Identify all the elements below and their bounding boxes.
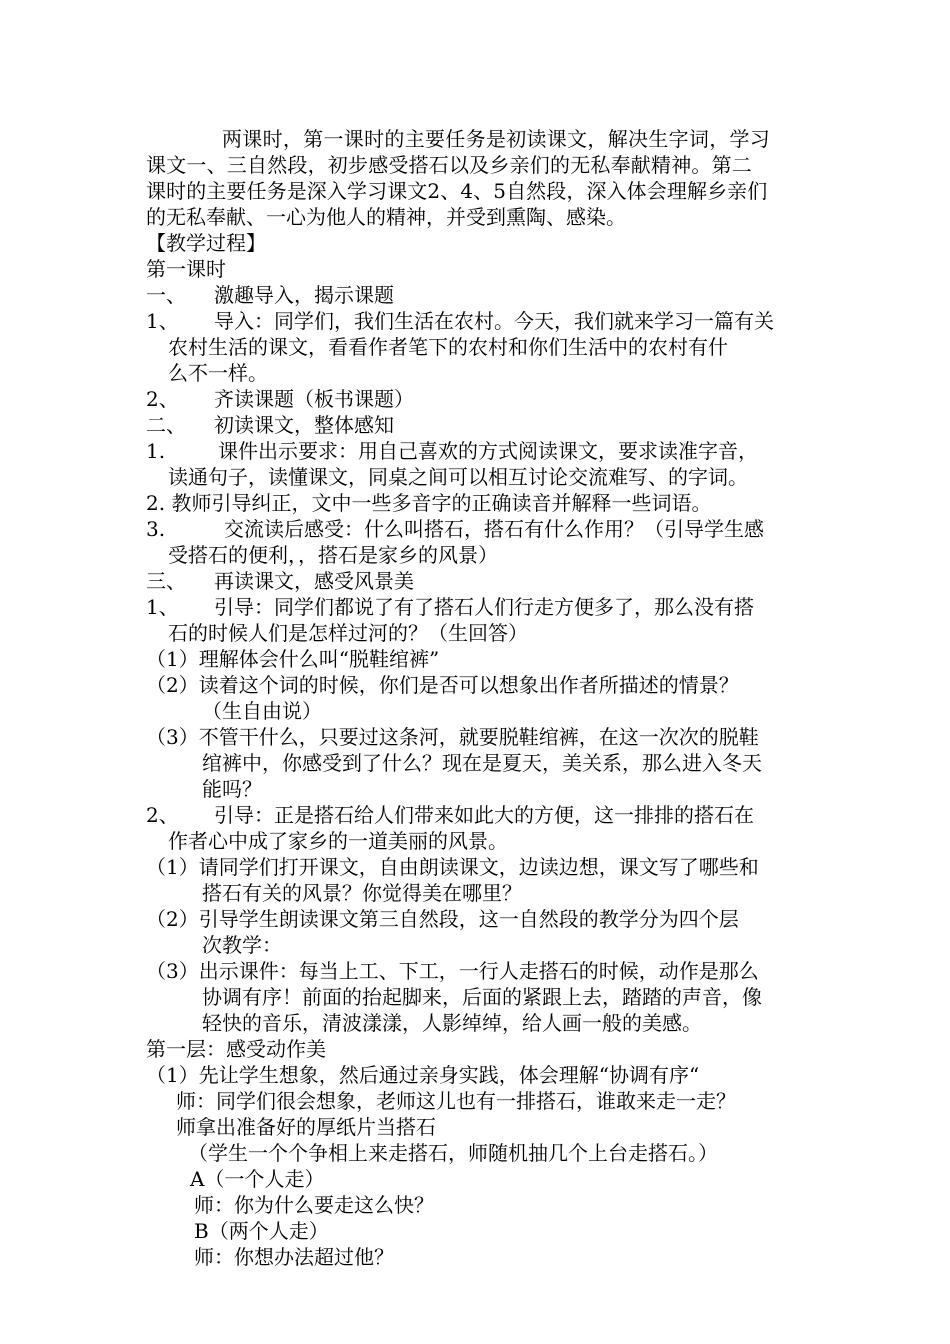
list-item-text: 引导：同学们都说了有了搭石人们行走方便多了，那么没有搭 [214,595,754,619]
list-item-text: 农村生活的课文，看看作者笔下的农村和你们生活中的农村有什 [168,335,728,359]
sub-item: （3）不管干什么，只要过这条河，就要脱鞋绾裤，在这一次次的脱鞋 [146,725,759,749]
list-item-text: 齐读课题（板书课题） [214,387,414,411]
list-heading: 初读课文，整体感知 [214,413,394,437]
list-item-text: 2. 教师引导纠正，文中一些多音字的正确读音并解释一些词语。 [146,491,712,515]
sub-item-continued: 次教学： [202,933,282,957]
paragraph-line: 的无私奉献、一心为他人的精神，并受到熏陶、感染。 [146,205,626,229]
paragraph-line: 师：同学们很会想象，老师这儿也有一排搭石，谁敢来走一走？ [176,1089,736,1113]
paragraph-line: （学生一个个争相上来走搭石，师随机抽几个上台走搭石。） [188,1141,718,1165]
list-number: 三、 [146,569,186,593]
sub-item-continued: 能吗？ [202,777,262,801]
list-number: 1、 [146,595,179,619]
sub-item-continued: （生自由说） [202,699,322,723]
sub-item: （1）先让学生想象，然后通过亲身实践，体会理解“协调有序“ [146,1063,700,1087]
paragraph-line: 两课时，第一课时的主要任务是初读课文，解决生字词，学习 [222,127,771,151]
paragraph-line: A（一个人走） [190,1167,325,1191]
list-item-text: 作者心中成了家乡的一道美丽的风景。 [168,829,508,853]
list-heading: 再读课文，感受风景美 [214,569,414,593]
list-number: 1、 [146,309,179,333]
list-item-text: 读通句子，读懂课文，同桌之间可以相互讨论交流难写、的字词。 [168,465,748,489]
sub-item-continued: 协调有序！前面的抬起脚来，后面的紧跟上去，踏踏的声音，像 [202,985,762,1009]
list-item-text: 交流读后感受：什么叫搭石，搭石有什么作用？（引导学生感 [224,517,764,541]
list-number: 2、 [146,803,179,827]
section-heading: 第一课时 [146,257,226,281]
sub-item-continued: 轻快的音乐，清波漾漾，人影绰绰，给人画一般的美感。 [202,1011,702,1035]
section-heading: 【教学过程】 [146,231,266,255]
sub-item: （1）理解体会什么叫“脱鞋绾裤” [146,647,440,671]
section-heading: 第一层：感受动作美 [146,1037,326,1061]
paragraph-line: 师：你想办法超过他？ [194,1245,394,1269]
paragraph-line: 师：你为什么要走这么快？ [194,1193,434,1217]
list-item-text: 受搭石的便利，，搭石是家乡的风景） [168,543,498,567]
paragraph-line: 师拿出准备好的厚纸片当搭石 [176,1115,436,1139]
list-heading: 激趣导入，揭示课题 [214,283,394,307]
paragraph-line: B（两个人走） [194,1219,329,1243]
list-item-text: 课件出示要求：用自己喜欢的方式阅读课文，要求读准字音， [218,439,758,463]
list-number: 一、 [146,283,186,307]
sub-item-continued: 搭石有关的风景？你觉得美在哪里？ [202,881,522,905]
list-item-text: 么不一样。 [168,361,268,385]
sub-item-continued: 绾裤中，你感受到了什么？现在是夏天，美关系，那么进入冬天 [202,751,762,775]
list-number: 3. [146,517,166,541]
sub-item: （2）引导学生朗读课文第三自然段，这一自然段的教学分为四个层 [146,907,739,931]
sub-item: （3）出示课件：每当上工、下工，一行人走搭石的时候，动作是那么 [146,959,759,983]
list-number: 2、 [146,387,179,411]
list-number: 1. [146,439,166,463]
sub-item: （1）请同学们打开课文，自由朗读课文，边读边想，课文写了哪些和 [146,855,759,879]
list-item-text: 石的时候人们是怎样过河的？（生回答） [168,621,528,645]
list-number: 二、 [146,413,186,437]
paragraph-line: 课文一、三自然段，初步感受搭石以及乡亲们的无私奉献精神。第二 [146,153,752,177]
list-item-text: 引导：正是搭石给人们带来如此大的方便，这一排排的搭石在 [214,803,754,827]
sub-item: （2）读着这个词的时候，你们是否可以想象出作者所描述的情景？ [146,673,739,697]
list-item-text: 导入：同学们，我们生活在农村。今天，我们就来学习一篇有关 [214,309,774,333]
paragraph-line: 课时的主要任务是深入学习课文2、4、5自然段，深入体会理解乡亲们 [146,179,768,203]
